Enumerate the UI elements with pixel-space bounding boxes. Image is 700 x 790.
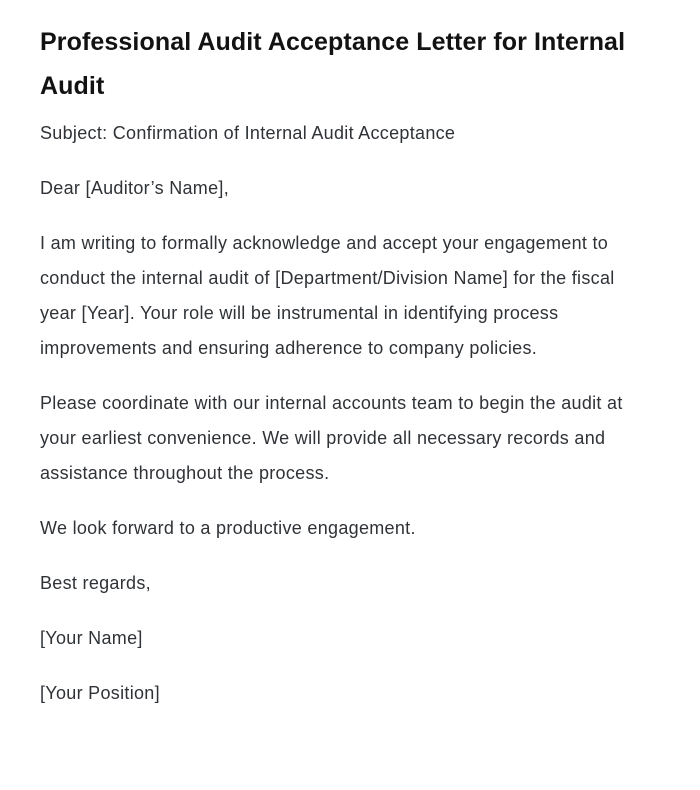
body-paragraph-2: Please coordinate with our internal accounts team to begin the audit at your earliest convenience. We will provide all necessary records and assistance throughout the process.	[40, 393, 623, 483]
closing-line: Best regards,	[40, 573, 151, 593]
body-paragraph-1: I am writing to formally acknowledge and accept your engagement to conduct the internal audit of [Department/Division Name] for the fiscal year [Year]. Your role will be instrumental in identifying process improvements and ensuring adherence to company policies.	[40, 233, 615, 358]
signature-position: [Your Position]	[40, 683, 160, 703]
subject-line: Subject: Confirmation of Internal Audit Acceptance	[40, 123, 456, 143]
signature-name: [Your Name]	[40, 628, 143, 648]
letter-title: Professional Audit Acceptance Letter for Internal Audit	[40, 28, 626, 100]
body-paragraph-3: We look forward to a productive engagement.	[40, 518, 416, 538]
salutation: Dear [Auditor’s Name],	[40, 178, 230, 198]
